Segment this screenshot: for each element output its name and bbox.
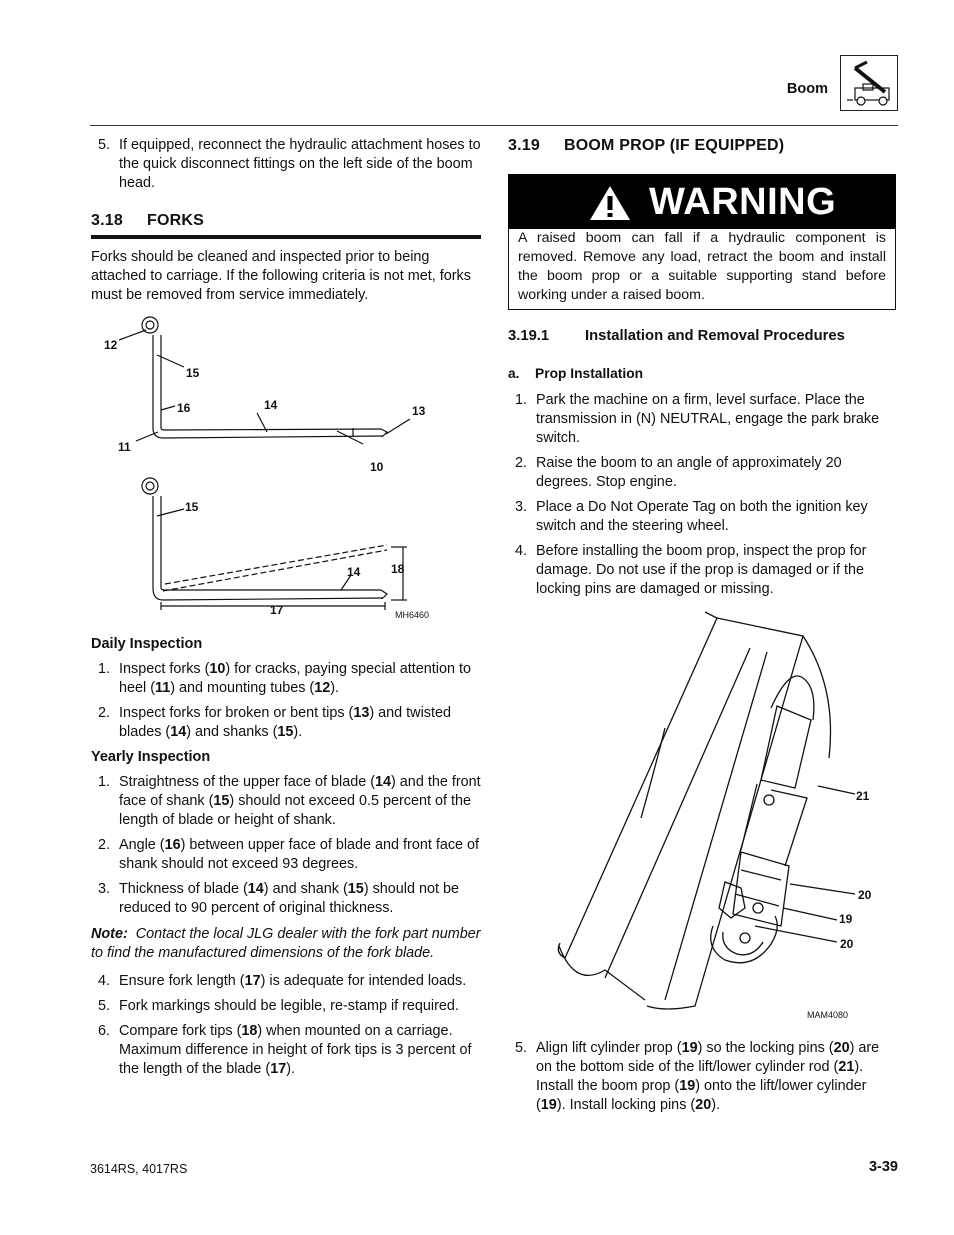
prop-step-5: [508, 1039, 892, 1121]
callout-20-lower: 20: [840, 937, 854, 951]
yearly-heading: Yearly Inspection: [91, 749, 211, 765]
callout-14-lower: 14: [347, 565, 361, 579]
section-title: FORKS: [147, 212, 204, 229]
warning-triangle-icon: [588, 184, 632, 222]
list-number: 2.: [98, 705, 111, 721]
callout-17: 17: [270, 603, 284, 617]
list-number: 3.: [515, 499, 528, 515]
section-title: BOOM PROP (IF EQUIPPED): [564, 137, 785, 154]
subsection-heading: [508, 327, 898, 346]
list-text: Raise the boom to an angle of approximately 20 degrees. Stop engine.: [536, 455, 842, 490]
list-item: [508, 542, 884, 599]
footer-models: 3614RS, 4017RS: [90, 1162, 188, 1176]
section-rule: [91, 235, 481, 239]
list-number: 2.: [515, 455, 528, 471]
callout-16: 16: [177, 401, 191, 415]
forks-figure: [91, 310, 481, 630]
fork-checks-continued: [91, 972, 481, 1085]
section-number: 3.18: [91, 212, 123, 229]
heading-text: Prop Installation: [535, 366, 644, 381]
list-number: 1.: [98, 661, 111, 677]
callout-13: 13: [412, 404, 426, 418]
list-text: Park the machine on a firm, level surface. Place the transmission in (N) NEUTRAL, engage the park brake switch.: [536, 392, 880, 446]
subsection-number: 3.19.1: [508, 328, 550, 344]
figure-code: MAM4080: [807, 1010, 849, 1020]
list-item: 5. Fork markings should be legible, re-stamp if required.: [91, 997, 481, 1016]
list-number: 4.: [515, 543, 528, 559]
callout-14-upper: 14: [264, 398, 278, 412]
list-item: 2. Inspect forks for broken or bent tips (13) and twisted blades (14) and shanks (15).: [91, 704, 481, 742]
list-item: 6. Compare fork tips (18) when mounted on a carriage. Maximum difference in height of fork tips is 3 percent of the length of the blade (17).: [91, 1022, 481, 1079]
forks-intro: Forks should be cleaned and inspected prior to being attached to carriage. If the following criteria is not met, forks must be removed from service immediately.: [91, 249, 471, 303]
section-3-18-heading: [91, 211, 481, 230]
callout-12: 12: [104, 338, 118, 352]
page-number: 3-39: [868, 1159, 898, 1175]
list-item: 5. Align lift cylinder prop (19) so the locking pins (20) are on the bottom side of the lift/lower cylinder rod (21). Install the boom prop (19) onto the lift/lower cylinder (19). Install locking pins (20).: [508, 1039, 892, 1115]
callout-19: 19: [839, 912, 853, 926]
boom-prop-figure: [545, 608, 872, 1028]
list-item: 2. Angle (16) between upper face of blade and front face of shank should not exceed 93 degrees.: [91, 836, 481, 874]
callout-18: 18: [391, 562, 405, 576]
heading-letter: a.: [508, 366, 520, 381]
list-text: If equipped, reconnect the hydraulic attachment hoses to the quick disconnect fittings on the left side of the boom head.: [119, 137, 481, 191]
list-item: [508, 454, 884, 492]
callout-20-upper: 20: [858, 888, 872, 902]
list-item: [508, 498, 884, 536]
callout-15-upper: 15: [186, 366, 200, 380]
callout-15-lower: 15: [185, 500, 199, 514]
left-step-5: [91, 136, 481, 199]
header-divider: [90, 125, 898, 126]
list-number: 2.: [98, 837, 111, 853]
list-number: 5.: [98, 137, 111, 153]
list-number: 1.: [515, 392, 528, 408]
list-item: [508, 391, 884, 448]
list-number: 1.: [98, 774, 111, 790]
figure-code: MH6460: [395, 610, 430, 620]
list-text: Before installing the boom prop, inspect the prop for damage. Do not use if the prop is damaged or if the locking pins are damaged or missing.: [536, 543, 867, 597]
warning-text: A raised boom can fall if a hydraulic component is removed. Remove any load, retract the boom and install the boom prop or a suitable supporting stand before working under a raised boom.: [508, 229, 896, 310]
list-number: 5.: [98, 998, 111, 1014]
subsection-title: Installation and Removal Procedures: [585, 328, 845, 344]
list-item: 1. Inspect forks (10) for cracks, paying special attention to heel (11) and mounting tubes (12).: [91, 660, 481, 698]
warning-word: WARNING: [649, 181, 837, 223]
warning-banner: [508, 174, 896, 229]
section-3-19-heading: [508, 136, 898, 155]
fork-note: [91, 925, 481, 963]
header-section-title: Boom: [786, 81, 828, 97]
callout-10: 10: [370, 460, 384, 474]
list-text: Place a Do Not Operate Tag on both the ignition key switch and the steering wheel.: [536, 499, 868, 534]
list-item: 3. Thickness of blade (14) and shank (15) should not be reduced to 90 percent of original thickness.: [91, 880, 481, 918]
yearly-inspection: [91, 748, 481, 924]
callout-21: 21: [856, 789, 870, 803]
boom-section-icon: [840, 55, 898, 111]
list-number: 5.: [515, 1040, 528, 1056]
list-item: 4. Ensure fork length (17) is adequate for intended loads.: [91, 972, 481, 991]
callout-11: 11: [118, 440, 131, 454]
prop-installation-steps: [508, 391, 884, 605]
prop-installation-heading: [508, 364, 898, 383]
list-item: 1. Straightness of the upper face of blade (14) and the front face of shank (15) should not exceed 0.5 percent of the length of blade or height of shank.: [91, 773, 481, 830]
section-number: 3.19: [508, 137, 540, 154]
note-text: Contact the local JLG dealer with the fork part number to find the manufactured dimensions of the fork blade.: [91, 926, 481, 961]
list-number: 6.: [98, 1023, 111, 1039]
note-label: Note:: [91, 926, 128, 942]
list-number: 3.: [98, 881, 111, 897]
daily-heading: Daily Inspection: [91, 636, 203, 652]
daily-inspection: [91, 635, 481, 748]
list-number: 4.: [98, 973, 111, 989]
